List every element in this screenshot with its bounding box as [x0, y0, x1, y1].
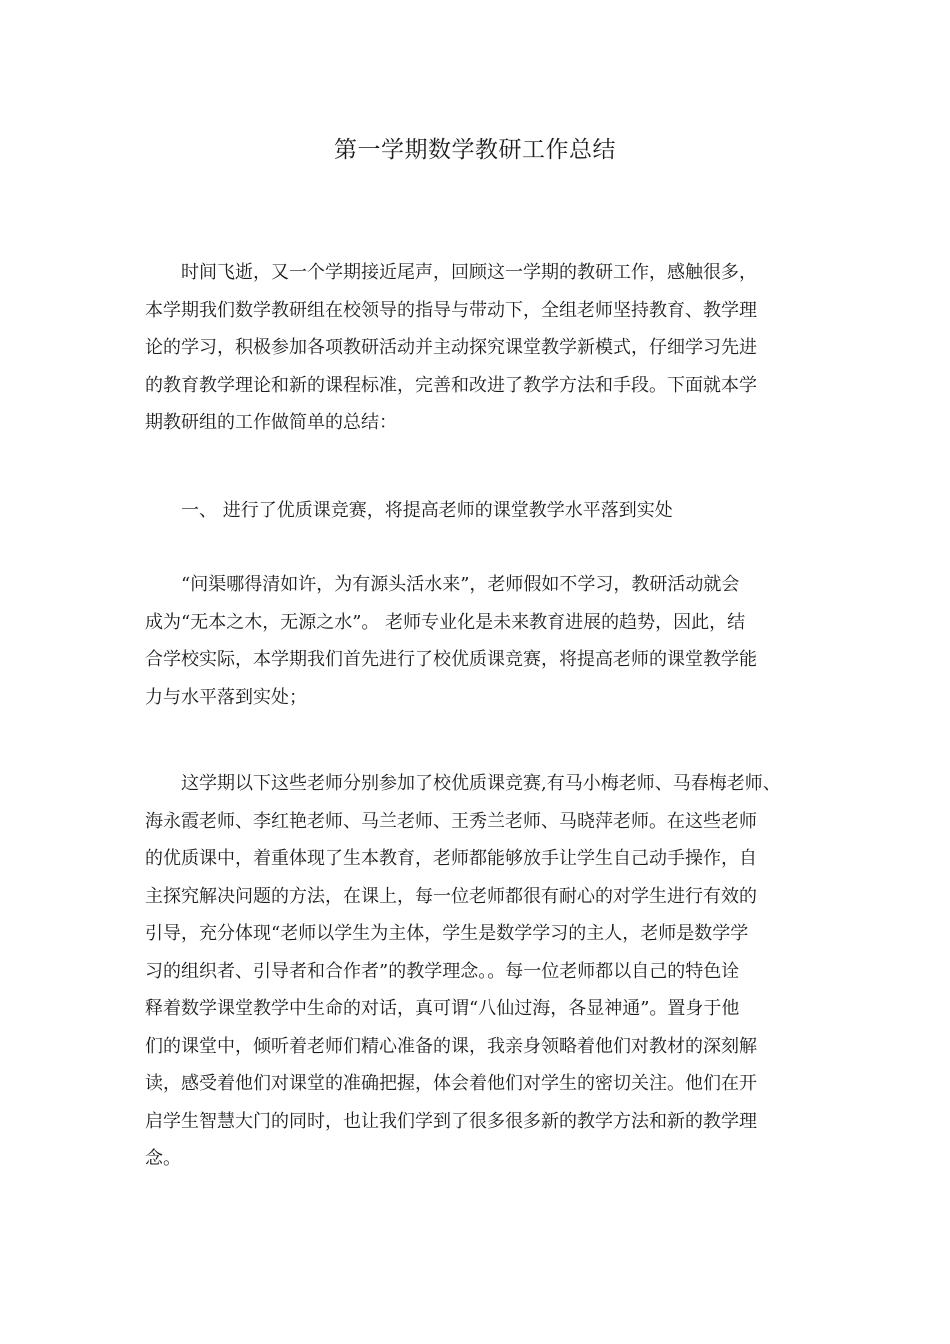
text-line: 期教研组的工作做简单的总结： [145, 412, 397, 433]
text-line: 习的组织者、引导者和合作者”的教学理念。。每一位老师都以自己的特色诠 [145, 960, 740, 982]
text-line: 释着数学课堂教学中生命的对话，真可谓“八仙过海，各显神通”。置身于他 [145, 998, 740, 1019]
text-line: 成为“无本之木，无源之水”。 老师专业化是未来教育进展的趋势，因此，结 [145, 611, 746, 633]
text-line: 这学期以下这些老师分别参加了校优质课竞赛,有马小梅老师、马春梅老师、 [181, 773, 781, 794]
document-title: 第一学期数学教研工作总结 [334, 137, 616, 163]
text-line: 论的学习，积极参加各项教研活动并主动探究课堂教学新模式，仔细学习先进 [145, 337, 757, 358]
text-line: 的优质课中，着重体现了生本教育，老师都能够放手让学生自己动手操作，自 [145, 848, 757, 869]
text-line: 时间飞逝，又一个学期接近尾声，回顾这一学期的教研工作，感触很多， [181, 262, 757, 283]
text-line: 合学校实际，本学期我们首先进行了校优质课竞赛，将提高老师的课堂教学能 [145, 649, 757, 670]
text-line: 们的课堂中，倾听着老师们精心准备的课，我亲身领略着他们对教材的深刻解 [145, 1035, 757, 1057]
paragraph-teachers [145, 765, 810, 1178]
text-line: 读，感受着他们对课堂的准确把握，体会着他们对学生的密切关注。他们在开 [145, 1073, 757, 1094]
section-heading-1 [145, 492, 810, 530]
paragraph-quote [145, 566, 810, 716]
text-line: 启学生智慧大门的同时，也让我们学到了很多很多新的教学方法和新的教学理 [145, 1110, 757, 1132]
heading-line: 一、 进行了优质课竞赛，将提高老师的课堂教学水平落到实处 [181, 500, 673, 521]
text-line: 本学期我们数学教研组在校领导的指导与带动下，全组老师坚持教育、教学理 [145, 299, 757, 321]
text-line: 的教育教学理论和新的课程标准，完善和改进了教学方法和手段。下面就本学 [145, 374, 757, 396]
text-line: 念。 [145, 1148, 181, 1169]
text-line: 海永霞老师、李红艳老师、马兰老师、王秀兰老师、马晓萍老师。在这些老师 [145, 810, 757, 832]
text-line: 主探究解决问题的方法，在课上，每一位老师都很有耐心的对学生进行有效的 [145, 885, 757, 907]
text-line: 引导，充分体现“老师以学生为主体，学生是数学学习的主人，老师是数学学 [145, 923, 749, 944]
paragraph-intro [145, 254, 810, 442]
text-line: 力与水平落到实处； [145, 686, 307, 708]
text-line: “问渠哪得清如许，为有源头活水来”，老师假如不学习，教研活动就会 [181, 574, 740, 595]
